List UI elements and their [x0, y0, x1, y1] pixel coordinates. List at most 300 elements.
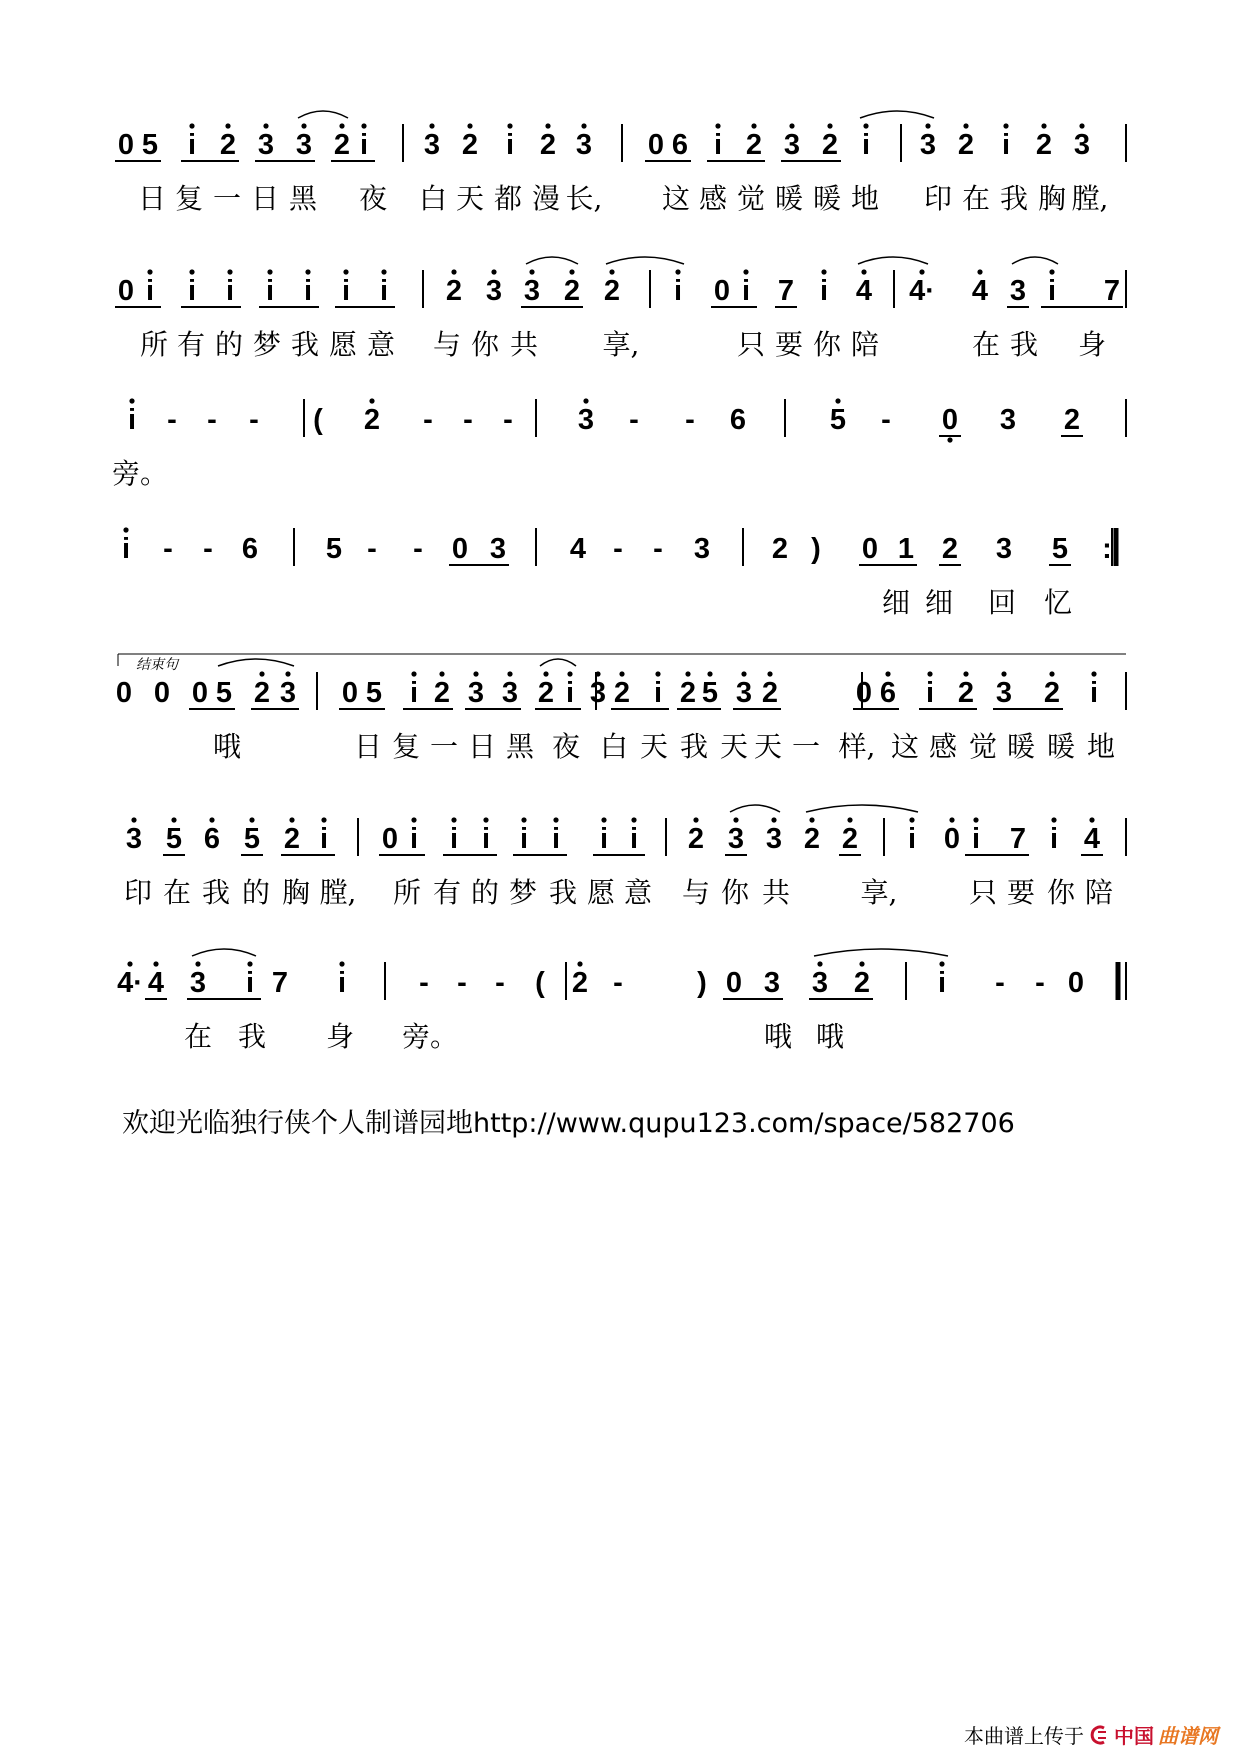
slur [1012, 257, 1058, 264]
lyric-syllable: 与 [432, 328, 462, 361]
lyric-syllable: 享, [860, 876, 898, 909]
note: i [127, 404, 137, 436]
octave-dot [339, 961, 344, 966]
note: 3 [919, 129, 937, 161]
notation-line [117, 949, 1084, 999]
octave-dot [715, 123, 720, 128]
ending-label: 结束句 [136, 656, 178, 672]
note: 3 [811, 967, 829, 999]
octave-dot [609, 269, 614, 274]
lyric-syllable: 膛, [319, 876, 357, 909]
note: 0 [855, 677, 873, 709]
lyric-syllable: 天 [753, 730, 783, 763]
octave-dot [263, 123, 268, 128]
slur [814, 949, 948, 956]
octave-dot [267, 269, 272, 274]
octave-dot [693, 817, 698, 822]
note: 3 [995, 677, 1013, 709]
octave-dot [771, 817, 776, 822]
octave-dot [131, 817, 136, 822]
note: 0 [153, 677, 171, 709]
note: - [495, 967, 505, 999]
note: i [359, 129, 369, 161]
note: i [187, 275, 197, 307]
octave-dot [521, 817, 526, 822]
octave-dot [1041, 123, 1046, 128]
octave-dot [339, 123, 344, 128]
note: 5 [1051, 533, 1069, 565]
lyric-syllable: 有 [176, 328, 206, 361]
note: i [505, 129, 515, 161]
lyric-syllable: 地 [1086, 730, 1116, 763]
note: i [937, 967, 947, 999]
note: - [163, 533, 173, 565]
slur [192, 949, 256, 956]
note: i [1089, 677, 1099, 709]
octave-dot [767, 671, 772, 676]
slur [858, 257, 928, 264]
octave-dot [189, 269, 194, 274]
note: 0 [117, 275, 135, 307]
note: i [713, 129, 723, 161]
lyric-line [138, 182, 1108, 215]
octave-dot [733, 817, 738, 822]
lyric-syllable: 与 [681, 876, 711, 909]
lyric-syllable: 意 [366, 328, 396, 361]
lyric-syllable: 白 [418, 182, 448, 215]
lyric-syllable: 要 [1006, 876, 1036, 909]
lyric-syllable: 你 [1046, 876, 1076, 909]
octave-dot [675, 269, 680, 274]
site-name-b: 曲谱网 [1158, 1724, 1218, 1748]
note: 2 [679, 677, 697, 709]
note: 5 [243, 823, 261, 855]
note: - [613, 533, 623, 565]
note: 2 [771, 533, 789, 565]
note: i [409, 823, 419, 855]
lyric-syllable: 只 [736, 328, 766, 361]
notation-line [116, 659, 1098, 709]
notation-line [122, 527, 1112, 565]
note: 6 [729, 404, 747, 436]
note: 4 [147, 967, 165, 999]
note: i [629, 823, 639, 855]
note: 3 [295, 129, 313, 161]
note: 4· [117, 967, 143, 999]
octave-dot [343, 269, 348, 274]
octave-dot [451, 269, 456, 274]
note: 2 [445, 275, 463, 307]
note: ( [313, 404, 323, 436]
octave-dot [909, 817, 914, 822]
lyric-syllable: 只 [968, 876, 998, 909]
octave-dot [707, 671, 712, 676]
lyric-syllable: 暖 [774, 182, 804, 215]
lyric-syllable: 意 [623, 876, 653, 909]
note: - [881, 404, 891, 436]
note: 3 [763, 967, 781, 999]
slur [526, 257, 578, 264]
octave-dot [577, 961, 582, 966]
octave-dot [227, 269, 232, 274]
note: i [409, 677, 419, 709]
note: i [1049, 823, 1059, 855]
octave-dot [225, 123, 230, 128]
octave-dot [835, 398, 840, 403]
note: - [249, 404, 259, 436]
note: 5 [829, 404, 847, 436]
octave-dot [491, 269, 496, 274]
octave-dot [361, 123, 366, 128]
note: 0 [943, 823, 961, 855]
note: i [265, 275, 275, 307]
octave-dot [963, 123, 968, 128]
note: i [925, 677, 935, 709]
lyric-syllable: 觉 [736, 182, 766, 215]
note: ( [535, 967, 545, 999]
note: 2 [563, 275, 581, 307]
note: 2 [333, 129, 351, 161]
note: i [519, 823, 529, 855]
lyric-line [112, 457, 168, 490]
lyric-syllable: 在 [183, 1020, 213, 1053]
octave-dot [741, 671, 746, 676]
note: 3 [995, 533, 1013, 565]
octave-dot [171, 817, 176, 822]
note: i [1001, 129, 1011, 161]
note: 0 [451, 533, 469, 565]
octave-dot [1051, 817, 1056, 822]
note: 2 [1043, 677, 1061, 709]
lyric-syllable: 旁。 [401, 1020, 459, 1053]
note: 3 [423, 129, 441, 161]
note: 0 [725, 967, 743, 999]
octave-dot [809, 817, 814, 822]
lyric-syllable: 细 [881, 586, 911, 619]
octave-dot [567, 671, 572, 676]
lyric-syllable: 陪 [850, 328, 880, 361]
lyric-syllable: 所 [139, 328, 169, 361]
octave-dot [919, 269, 924, 274]
octave-dot [451, 817, 456, 822]
note: - [167, 404, 177, 436]
notation-line [115, 111, 1090, 161]
lyric-syllable: 我 [1009, 328, 1039, 361]
note: 7 [1009, 823, 1027, 855]
octave-dot [963, 671, 968, 676]
lyric-syllable: 这 [661, 182, 691, 215]
note: 3 [257, 129, 275, 161]
lyric-syllable: 印 [923, 182, 953, 215]
octave-dot [1079, 123, 1084, 128]
note: i [653, 677, 663, 709]
octave-dot [127, 961, 132, 966]
note: 7 [271, 967, 289, 999]
slur [218, 659, 294, 666]
octave-dot [847, 817, 852, 822]
note: 3 [125, 823, 143, 855]
note: 2 [941, 533, 959, 565]
lyric-syllable: 一 [791, 730, 821, 763]
note: 2 [761, 677, 779, 709]
lyric-syllable: 在 [961, 182, 991, 215]
note: i [599, 823, 609, 855]
note: 3 [1073, 129, 1091, 161]
octave-dot [743, 269, 748, 274]
note: i [741, 275, 751, 307]
note: 1 [897, 533, 915, 565]
lyric-syllable: 感 [928, 730, 958, 763]
note: 2 [745, 129, 763, 161]
lyric-line [140, 328, 1106, 361]
note: - [423, 404, 433, 436]
note: 0 [1067, 967, 1085, 999]
note: 3 [735, 677, 753, 709]
note: 2 [603, 275, 621, 307]
lyric-syllable: 我 [548, 876, 578, 909]
octave-dot [569, 269, 574, 274]
note: 0 [191, 677, 209, 709]
lyric-syllable: 我 [237, 1020, 267, 1053]
note: 3 [501, 677, 519, 709]
lyric-syllable: 梦 [508, 876, 538, 909]
lyric-syllable: 印 [123, 876, 153, 909]
lyric-syllable: 感 [698, 182, 728, 215]
lyric-line [184, 1020, 845, 1053]
note: 2 [687, 823, 705, 855]
octave-dot [153, 961, 158, 966]
octave-dot [859, 961, 864, 966]
octave-dot [507, 671, 512, 676]
octave-dot [1049, 671, 1054, 676]
octave-dot [631, 817, 636, 822]
lyric-line [882, 586, 1072, 619]
lyric-syllable: 复 [391, 730, 421, 763]
octave-dot [861, 269, 866, 274]
octave-dot [885, 671, 890, 676]
note: 2 [571, 967, 589, 999]
note: i [565, 677, 575, 709]
note: 4 [1083, 823, 1101, 855]
note: 2 [957, 129, 975, 161]
lyric-syllable: 有 [432, 876, 462, 909]
note: 0 [861, 533, 879, 565]
lyric-syllable: 复 [174, 182, 204, 215]
lyric-syllable: 暖 [1046, 730, 1076, 763]
note: 4 [569, 533, 587, 565]
note: 0 [941, 404, 959, 436]
note: 6 [671, 129, 689, 161]
lyric-syllable: 一 [212, 182, 242, 215]
octave-dot [529, 269, 534, 274]
lyric-syllable: 我 [201, 876, 231, 909]
note: : [1102, 533, 1112, 565]
lyric-syllable: 我 [290, 328, 320, 361]
octave-dot [789, 123, 794, 128]
octave-dot [927, 671, 932, 676]
lyric-syllable: 一 [429, 730, 459, 763]
note: - [629, 404, 639, 436]
note: 5 [325, 533, 343, 565]
lyric-syllable: 梦 [252, 328, 282, 361]
lyric-syllable: 这 [890, 730, 920, 763]
note: i [145, 275, 155, 307]
lyric-syllable: 我 [679, 730, 709, 763]
lyric-syllable: 暖 [1006, 730, 1036, 763]
lyric-syllable: 身 [1077, 328, 1107, 361]
note: 0 [341, 677, 359, 709]
lyric-syllable: 身 [325, 1020, 355, 1053]
octave-dot [507, 123, 512, 128]
note: - [613, 967, 623, 999]
note: 2 [1035, 129, 1053, 161]
note: 4· [909, 275, 935, 307]
note: i [379, 275, 389, 307]
slur [606, 257, 684, 264]
octave-dot [381, 269, 386, 274]
note: i [337, 967, 347, 999]
octave-dot [1089, 817, 1094, 822]
note: - [1035, 967, 1045, 999]
note: i [907, 823, 917, 855]
octave-dot [545, 123, 550, 128]
octave-dot [259, 671, 264, 676]
octave-dot [977, 269, 982, 274]
lyric-syllable: 暖 [812, 182, 842, 215]
lyric-syllable: 哦 [815, 1020, 845, 1053]
note: - [653, 533, 663, 565]
footer-credit: 欢迎光临独行侠个人制谱园地http://www.qupu123.com/space/582706 [122, 1108, 1015, 1139]
note: 2 [363, 404, 381, 436]
note: - [419, 967, 429, 999]
note: 0 [115, 677, 133, 709]
lyric-syllable: 哦 [212, 730, 242, 763]
site-name-a: 中国 [1114, 1724, 1154, 1748]
lyric-syllable: 细 [924, 586, 954, 619]
lyric-syllable: 日 [353, 730, 383, 763]
lyric-syllable: 胸 [281, 876, 311, 909]
upload-label: 本曲谱上传于 [964, 1724, 1084, 1748]
octave-dot [863, 123, 868, 128]
note: 0 [117, 129, 135, 161]
note: i [187, 129, 197, 161]
lyric-syllable: 陪 [1084, 876, 1114, 909]
note: i [319, 823, 329, 855]
lyric-syllable: 都 [493, 182, 523, 215]
lyric-syllable: 在 [971, 328, 1001, 361]
note: 6 [879, 677, 897, 709]
lyric-syllable: 胸 [1037, 182, 1067, 215]
octave-dot [947, 437, 952, 442]
lyric-syllable: 哦 [763, 1020, 793, 1053]
site-logo-icon [1088, 1724, 1110, 1746]
octave-dot [685, 671, 690, 676]
note: 5 [365, 677, 383, 709]
octave-dot [583, 398, 588, 403]
octave-dot [195, 961, 200, 966]
lyric-syllable: 样, [838, 730, 876, 763]
note: 3 [999, 404, 1017, 436]
note: - [503, 404, 513, 436]
note: i [225, 275, 235, 307]
note: 3 [279, 677, 297, 709]
note: ) [697, 967, 707, 999]
note: i [303, 275, 313, 307]
note: 2 [461, 129, 479, 161]
octave-dot [817, 961, 822, 966]
octave-dot [321, 817, 326, 822]
note: 7 [777, 275, 795, 307]
lyric-syllable: 愿 [328, 328, 358, 361]
note: 3 [693, 533, 711, 565]
note: 3 [727, 823, 745, 855]
note: 6 [241, 533, 259, 565]
note: i [1047, 275, 1057, 307]
lyric-syllable: 你 [812, 328, 842, 361]
note: i [673, 275, 683, 307]
note: 4 [855, 275, 873, 307]
lyric-syllable: 共 [761, 876, 791, 909]
note: 5 [141, 129, 159, 161]
lyric-line [124, 876, 1113, 909]
lyric-syllable: 天 [639, 730, 669, 763]
note: 0 [713, 275, 731, 307]
lyric-syllable: 黑 [288, 182, 318, 215]
octave-dot [581, 123, 586, 128]
score-notes [115, 111, 1123, 999]
score-lyrics [112, 182, 1115, 1053]
octave-dot [1003, 123, 1008, 128]
lyric-syllable: 地 [850, 182, 880, 215]
lyric-syllable: 夜 [551, 730, 581, 763]
note: 3 [589, 677, 607, 709]
note: - [207, 404, 217, 436]
note: - [367, 533, 377, 565]
lyric-syllable: 黑 [505, 730, 535, 763]
octave-dot [925, 123, 930, 128]
note: 2 [283, 823, 301, 855]
octave-dot [543, 671, 548, 676]
note: i [245, 967, 255, 999]
octave-dot [249, 817, 254, 822]
note: 3 [467, 677, 485, 709]
octave-dot [301, 123, 306, 128]
notation-line [126, 805, 1103, 855]
octave-dot [285, 671, 290, 676]
note: i [341, 275, 351, 307]
note: i [121, 533, 131, 565]
octave-dot [411, 671, 416, 676]
octave-dot [147, 269, 152, 274]
note: 2 [253, 677, 271, 709]
lyric-syllable: 在 [162, 876, 192, 909]
lyric-syllable: 忆 [1043, 586, 1073, 619]
note: - [685, 404, 695, 436]
lyric-line [213, 730, 1115, 763]
lyric-syllable: 日 [467, 730, 497, 763]
octave-dot [827, 123, 832, 128]
note: 3 [1009, 275, 1027, 307]
octave-dot [209, 817, 214, 822]
note: - [457, 967, 467, 999]
octave-dot [473, 671, 478, 676]
lyric-syllable: 漫 [531, 182, 561, 215]
lyric-syllable: 日 [250, 182, 280, 215]
lyric-syllable: 天 [455, 182, 485, 215]
notation-line [115, 257, 1123, 307]
octave-dot [553, 817, 558, 822]
lyric-syllable: 你 [470, 328, 500, 361]
